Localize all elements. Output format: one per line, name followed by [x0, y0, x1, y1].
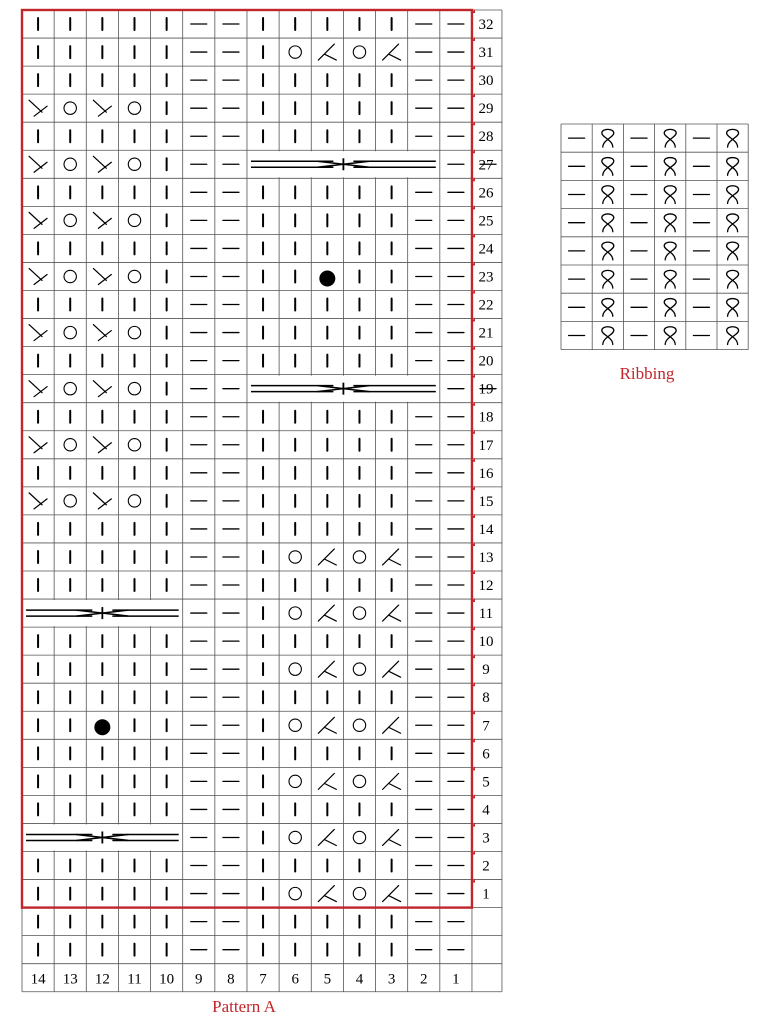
yarn-over — [353, 663, 365, 675]
yarn-over — [128, 214, 140, 226]
ssk-decrease — [318, 605, 336, 621]
twisted-knit — [727, 129, 739, 147]
twisted-knit — [727, 299, 739, 317]
row-number: 5 — [482, 774, 490, 791]
k2tog-decrease — [93, 156, 111, 172]
yarn-over — [128, 158, 140, 170]
k2tog-decrease — [29, 156, 47, 172]
ssk-decrease — [318, 549, 336, 565]
yarn-over — [64, 439, 76, 451]
twisted-knit — [602, 158, 614, 176]
bobble — [319, 270, 335, 286]
row-number: 11 — [478, 606, 494, 623]
k2tog-decrease — [29, 325, 47, 341]
row-number: 8 — [482, 690, 490, 707]
ssk-decrease — [318, 717, 336, 733]
row-number: 21 — [478, 325, 494, 342]
ribbing-chart — [561, 124, 748, 350]
yarn-over — [289, 831, 301, 843]
row-number: 10 — [478, 634, 494, 651]
ssk-decrease — [318, 773, 336, 789]
row-number: 4 — [482, 802, 490, 819]
twisted-knit — [727, 242, 739, 260]
yarn-over — [289, 46, 301, 58]
row-number: 6 — [482, 746, 490, 763]
k2tog-decrease — [93, 212, 111, 228]
yarn-over — [64, 270, 76, 282]
column-number: 1 — [452, 971, 460, 988]
yarn-over — [128, 439, 140, 451]
yarn-over — [64, 382, 76, 394]
row-number: 12 — [478, 578, 494, 595]
ribbing-caption: Ribbing — [619, 364, 675, 383]
k2tog-decrease — [29, 268, 47, 284]
yarn-over — [128, 495, 140, 507]
ssk-decrease — [318, 829, 336, 845]
yarn-over — [289, 607, 301, 619]
twisted-knit — [602, 242, 614, 260]
ssk-decrease — [383, 549, 401, 565]
row-number: 30 — [478, 73, 494, 90]
k2tog-decrease — [29, 493, 47, 509]
yarn-over — [64, 326, 76, 338]
twisted-knit — [664, 299, 676, 317]
twisted-knit — [727, 327, 739, 345]
column-number: 6 — [291, 971, 299, 988]
twisted-knit — [602, 186, 614, 204]
yarn-over — [64, 214, 76, 226]
row-number: 20 — [478, 353, 494, 370]
row-number: 31 — [478, 45, 494, 62]
bobble — [94, 719, 110, 735]
twisted-knit — [664, 214, 676, 232]
twisted-knit — [602, 214, 614, 232]
column-number: 11 — [127, 971, 142, 988]
row-number: 23 — [478, 269, 494, 286]
ssk-decrease — [383, 886, 401, 902]
column-number: 8 — [227, 971, 235, 988]
k2tog-decrease — [29, 212, 47, 228]
twisted-knit — [602, 129, 614, 147]
ssk-decrease — [383, 773, 401, 789]
yarn-over — [64, 158, 76, 170]
yarn-over — [353, 607, 365, 619]
row-number: 14 — [478, 521, 494, 538]
row-number: 24 — [478, 241, 494, 258]
ssk-decrease — [383, 829, 401, 845]
yarn-over — [128, 326, 140, 338]
ssk-decrease — [383, 605, 401, 621]
row-number: 15 — [478, 493, 494, 510]
k2tog-decrease — [29, 437, 47, 453]
yarn-over — [289, 775, 301, 787]
yarn-over — [353, 719, 365, 731]
row-number: 27 — [478, 157, 494, 174]
k2tog-decrease — [93, 493, 111, 509]
twisted-knit — [664, 186, 676, 204]
twisted-knit — [664, 242, 676, 260]
ssk-decrease — [383, 717, 401, 733]
row-number: 17 — [478, 437, 494, 454]
ssk-decrease — [318, 661, 336, 677]
yarn-over — [353, 831, 365, 843]
pattern-a-caption: Pattern A — [212, 997, 276, 1016]
column-number: 3 — [387, 971, 396, 988]
column-number: 2 — [420, 971, 428, 988]
column-number: 5 — [323, 971, 332, 988]
column-number: 12 — [94, 971, 110, 988]
k2tog-decrease — [93, 437, 111, 453]
twisted-knit — [727, 214, 739, 232]
row-number: 25 — [478, 213, 494, 230]
pattern-a-chart — [22, 9, 502, 992]
k2tog-decrease — [93, 268, 111, 284]
twisted-knit — [602, 270, 614, 288]
row-number: 28 — [478, 129, 494, 146]
yarn-over — [289, 719, 301, 731]
twisted-knit — [664, 327, 676, 345]
k2tog-decrease — [93, 325, 111, 341]
row-number: 13 — [478, 549, 494, 566]
ssk-decrease — [318, 44, 336, 60]
row-number: 16 — [478, 465, 494, 482]
yarn-over — [353, 551, 365, 563]
column-number: 13 — [62, 971, 78, 988]
ssk-decrease — [318, 886, 336, 902]
column-number: 7 — [259, 971, 267, 988]
ssk-decrease — [383, 44, 401, 60]
yarn-over — [353, 775, 365, 787]
yarn-over — [289, 663, 301, 675]
row-number: 9 — [482, 662, 490, 679]
twisted-knit — [602, 327, 614, 345]
k2tog-decrease — [29, 100, 47, 116]
row-number: 32 — [478, 17, 494, 34]
twisted-knit — [727, 270, 739, 288]
yarn-over — [128, 270, 140, 282]
row-number: 22 — [478, 297, 494, 314]
yarn-over — [353, 46, 365, 58]
yarn-over — [128, 102, 140, 114]
row-number: 19 — [478, 381, 494, 398]
yarn-over — [64, 102, 76, 114]
ssk-decrease — [383, 661, 401, 677]
column-number: 9 — [195, 971, 203, 988]
row-number: 29 — [478, 101, 494, 118]
row-number: 7 — [482, 718, 490, 735]
column-number: 10 — [159, 971, 175, 988]
row-number: 3 — [482, 830, 490, 847]
column-number: 14 — [30, 971, 46, 988]
row-number: 26 — [478, 185, 494, 202]
yarn-over — [289, 551, 301, 563]
twisted-knit — [727, 186, 739, 204]
row-number: 2 — [482, 858, 490, 875]
k2tog-decrease — [93, 100, 111, 116]
yarn-over — [128, 382, 140, 394]
twisted-knit — [664, 158, 676, 176]
twisted-knit — [664, 270, 676, 288]
yarn-over — [289, 887, 301, 899]
twisted-knit — [727, 158, 739, 176]
row-number: 18 — [478, 409, 494, 426]
yarn-over — [353, 887, 365, 899]
yarn-over — [64, 495, 76, 507]
k2tog-decrease — [29, 381, 47, 397]
twisted-knit — [602, 299, 614, 317]
twisted-knit — [664, 129, 676, 147]
column-number: 4 — [355, 971, 364, 988]
row-number: 1 — [482, 886, 490, 903]
k2tog-decrease — [93, 381, 111, 397]
